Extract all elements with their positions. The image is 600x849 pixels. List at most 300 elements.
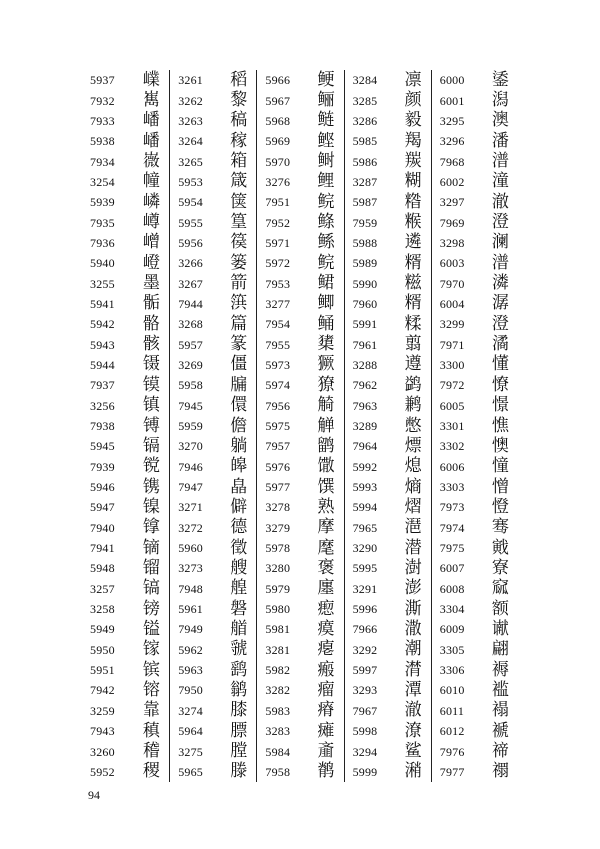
entry-number: 5998 — [352, 724, 378, 739]
table-row — [432, 741, 518, 761]
entry-number: 5977 — [265, 480, 291, 495]
entry-character: 鲤 — [317, 171, 335, 192]
entry-character: 糅 — [404, 313, 422, 334]
entry-number: 3280 — [265, 561, 291, 576]
entry-number: 5983 — [265, 703, 291, 718]
entry-number: 7966 — [352, 622, 378, 637]
entry-character: 瘫 — [317, 720, 335, 741]
entry-character: 瘛 — [317, 598, 335, 619]
entry-character: 鲫 — [317, 293, 335, 314]
entry-character: 潘 — [491, 130, 509, 151]
table-row — [82, 741, 169, 761]
entry-character: 嶟 — [142, 212, 160, 233]
table-row — [257, 619, 343, 639]
entry-number: 3276 — [265, 174, 291, 189]
entry-character: 糌 — [404, 191, 422, 212]
entry-character: 鲬 — [317, 313, 335, 334]
entry-character: 箧 — [230, 191, 248, 212]
entry-character: 馔 — [317, 476, 335, 497]
entry-character: 澌 — [404, 598, 422, 619]
entry-character: 遴 — [404, 232, 422, 253]
entry-character: 镝 — [142, 537, 160, 558]
entry-character: 滕 — [230, 761, 248, 782]
entry-number: 3283 — [265, 724, 291, 739]
entry-number: 3284 — [352, 73, 378, 88]
entry-number: 3294 — [352, 744, 378, 759]
entry-number: 5964 — [178, 724, 203, 739]
table-row — [170, 416, 256, 436]
entry-character: 憋 — [404, 415, 422, 436]
table-row — [257, 212, 343, 232]
table-row — [345, 701, 431, 721]
table-row — [82, 273, 169, 293]
entry-character: 鲦 — [317, 212, 335, 233]
table-row — [257, 396, 343, 416]
entry-number: 7959 — [352, 215, 378, 230]
entry-number: 6008 — [439, 581, 465, 596]
entry-character: 潖 — [404, 517, 422, 538]
entry-number: 7938 — [90, 419, 115, 434]
entry-number: 7962 — [352, 378, 378, 393]
table-column — [431, 70, 518, 782]
table-row — [432, 680, 518, 700]
entry-character: 艏 — [230, 618, 248, 639]
entry-number: 5954 — [178, 195, 203, 210]
entry-number: 3295 — [439, 113, 465, 128]
entry-character: 憧 — [491, 456, 509, 477]
entry-number: 7956 — [265, 398, 291, 413]
table-row — [82, 396, 169, 416]
table-row — [82, 640, 169, 660]
entry-number: 5987 — [352, 195, 378, 210]
entry-character: 翦 — [404, 334, 422, 355]
entry-character: 鲩 — [317, 252, 335, 273]
entry-character: 潮 — [404, 639, 422, 660]
table-row — [432, 396, 518, 416]
table-row — [432, 131, 518, 151]
table-row — [170, 477, 256, 497]
table-row — [432, 90, 518, 110]
entry-number: 3289 — [352, 419, 378, 434]
table-row — [257, 680, 343, 700]
entry-character: 澜 — [491, 232, 509, 253]
entry-number: 7939 — [90, 459, 115, 474]
table-row — [257, 131, 343, 151]
entry-character: 稽 — [142, 741, 160, 762]
entry-character: 稿 — [230, 110, 248, 131]
table-row — [82, 151, 169, 171]
table-row — [345, 396, 431, 416]
entry-number: 5972 — [265, 256, 291, 271]
entry-character: 稻 — [230, 69, 248, 90]
entry-character: 鋈 — [491, 69, 509, 90]
table-row — [257, 701, 343, 721]
entry-number: 7941 — [90, 541, 115, 556]
table-row — [345, 212, 431, 232]
table-row — [257, 477, 343, 497]
entry-number: 3292 — [352, 642, 378, 657]
table-row — [82, 558, 169, 578]
table-row — [345, 111, 431, 131]
entry-number: 3254 — [90, 174, 115, 189]
entry-character: 熄 — [404, 456, 422, 477]
entry-number: 5953 — [178, 174, 203, 189]
entry-character: 潜 — [404, 537, 422, 558]
entry-number: 5938 — [90, 134, 115, 149]
table-row — [432, 477, 518, 497]
table-row — [170, 599, 256, 619]
entry-number: 6005 — [439, 398, 465, 413]
entry-character: 羰 — [404, 151, 422, 172]
table-row — [82, 762, 169, 782]
entry-number: 3269 — [178, 357, 203, 372]
table-row — [432, 497, 518, 517]
entry-character: 镓 — [142, 639, 160, 660]
table-row — [170, 680, 256, 700]
entry-character: 嶶 — [142, 151, 160, 172]
entry-number: 5990 — [352, 276, 378, 291]
table-row — [432, 558, 518, 578]
entry-character: 褒 — [317, 557, 335, 578]
entry-number: 7933 — [90, 113, 115, 128]
table-row — [345, 131, 431, 151]
table-row — [257, 192, 343, 212]
entry-character: 嶫 — [142, 69, 160, 90]
entry-number: 3303 — [439, 480, 465, 495]
entry-character: 熵 — [404, 476, 422, 497]
table-row — [257, 721, 343, 741]
table-row — [82, 375, 169, 395]
entry-character: 墨 — [142, 273, 160, 294]
entry-number: 5971 — [265, 235, 291, 250]
table-row — [82, 436, 169, 456]
entry-number: 3268 — [178, 317, 203, 332]
entry-number: 6002 — [439, 174, 465, 189]
entry-character: 镒 — [142, 618, 160, 639]
entry-character: 鲧 — [317, 232, 335, 253]
entry-number: 3306 — [439, 663, 465, 678]
entry-character: 骸 — [142, 334, 160, 355]
entry-number: 5992 — [352, 459, 378, 474]
table-row — [82, 660, 169, 680]
table-row — [170, 518, 256, 538]
entry-character: 禘 — [491, 741, 509, 762]
entry-character: 熠 — [404, 496, 422, 517]
entry-number: 3301 — [439, 419, 465, 434]
entry-number: 7954 — [265, 317, 291, 332]
entry-character: 鹣 — [404, 395, 422, 416]
table-row — [257, 579, 343, 599]
entry-number: 5937 — [90, 73, 115, 88]
entry-number: 5949 — [90, 622, 115, 637]
table-row — [82, 70, 169, 90]
entry-number: 3267 — [178, 276, 203, 291]
table-row — [82, 579, 169, 599]
entry-character: 鲨 — [404, 741, 422, 762]
entry-number: 7943 — [90, 724, 115, 739]
table-row — [345, 579, 431, 599]
table-row — [257, 90, 343, 110]
entry-number: 3264 — [178, 134, 203, 149]
entry-number: 5974 — [265, 378, 291, 393]
table-row — [432, 151, 518, 171]
table-row — [345, 538, 431, 558]
entry-character: 嶓 — [142, 110, 160, 131]
table-row — [257, 518, 343, 538]
entry-character: 镕 — [142, 679, 160, 700]
entry-number: 7937 — [90, 378, 115, 393]
entry-number: 7967 — [352, 703, 378, 718]
table-row — [432, 619, 518, 639]
entry-character: 觭 — [317, 395, 335, 416]
entry-number: 7971 — [439, 337, 465, 352]
table-row — [345, 436, 431, 456]
table-row — [432, 579, 518, 599]
entry-character: 鲡 — [317, 90, 335, 111]
entry-number: 3260 — [90, 744, 115, 759]
entry-number: 6009 — [439, 622, 465, 637]
entry-number: 3296 — [439, 134, 465, 149]
entry-character: 篌 — [230, 232, 248, 253]
table-row — [170, 212, 256, 232]
entry-number: 6011 — [439, 703, 465, 718]
entry-number: 3262 — [178, 93, 203, 108]
entry-number: 7945 — [178, 398, 203, 413]
table-row — [345, 741, 431, 761]
entry-number: 5997 — [352, 663, 378, 678]
entry-number: 3300 — [439, 357, 465, 372]
table-row — [432, 436, 518, 456]
table-row — [82, 294, 169, 314]
entry-number: 3259 — [90, 703, 115, 718]
table-row — [345, 497, 431, 517]
entry-number: 5963 — [178, 663, 203, 678]
entry-number: 3304 — [439, 602, 465, 617]
entry-number: 3271 — [178, 500, 203, 515]
entry-character: 戭 — [491, 537, 509, 558]
entry-character: 褫 — [491, 720, 509, 741]
table-row — [170, 90, 256, 110]
entry-character: 澄 — [491, 313, 509, 334]
entry-character: 嶝 — [142, 252, 160, 273]
entry-number: 5943 — [90, 337, 115, 352]
table-row — [170, 619, 256, 639]
table-row — [82, 416, 169, 436]
entry-character: 瘤 — [317, 679, 335, 700]
entry-number: 5946 — [90, 480, 115, 495]
entry-character: 憎 — [491, 476, 509, 497]
table-row — [432, 538, 518, 558]
entry-number: 7951 — [265, 195, 291, 210]
entry-character: 觯 — [317, 415, 335, 436]
entry-number: 3256 — [90, 398, 115, 413]
table-row — [257, 640, 343, 660]
entry-number: 3277 — [265, 296, 291, 311]
table-row — [82, 111, 169, 131]
table-row — [257, 294, 343, 314]
entry-character: 潽 — [491, 151, 509, 172]
table-row — [82, 314, 169, 334]
entry-number: 3305 — [439, 642, 465, 657]
entry-number: 5958 — [178, 378, 203, 393]
entry-character: 憔 — [491, 415, 509, 436]
table-row — [82, 212, 169, 232]
table-row — [432, 253, 518, 273]
table-row — [257, 497, 343, 517]
entry-character: 窳 — [491, 578, 509, 599]
entry-character: 镏 — [142, 557, 160, 578]
entry-character: 镑 — [142, 598, 160, 619]
entry-number: 6006 — [439, 459, 465, 474]
table-row — [345, 192, 431, 212]
table-column — [82, 70, 169, 782]
table-row — [170, 701, 256, 721]
table-row — [257, 314, 343, 334]
entry-number: 6012 — [439, 724, 465, 739]
entry-character: 鲠 — [317, 69, 335, 90]
entry-character: 澍 — [404, 557, 422, 578]
table-row — [170, 640, 256, 660]
entry-number: 7970 — [439, 276, 465, 291]
entry-number: 3266 — [178, 256, 203, 271]
table-row — [345, 721, 431, 741]
entry-number: 3272 — [178, 520, 203, 535]
entry-character: 牖 — [230, 374, 248, 395]
entry-character: 徵 — [230, 537, 248, 558]
entry-character: 寮 — [491, 557, 509, 578]
entry-character: 齑 — [317, 741, 335, 762]
table-row — [170, 741, 256, 761]
entry-number: 5993 — [352, 480, 378, 495]
table-row — [82, 172, 169, 192]
entry-number: 3290 — [352, 541, 378, 556]
entry-number: 5945 — [90, 439, 115, 454]
entry-character: 镊 — [142, 354, 160, 375]
entry-number: 3278 — [265, 500, 291, 515]
entry-character: 獠 — [317, 374, 335, 395]
table-row — [432, 355, 518, 375]
entry-character: 遵 — [404, 354, 422, 375]
entry-number: 3287 — [352, 174, 378, 189]
entry-number: 7965 — [352, 520, 378, 535]
entry-number: 7957 — [265, 439, 291, 454]
table-row — [432, 640, 518, 660]
entry-character: 褥 — [491, 659, 509, 680]
entry-character: 鹡 — [317, 761, 335, 782]
table-row — [170, 151, 256, 171]
entry-number: 5967 — [265, 93, 291, 108]
table-row — [170, 253, 256, 273]
table-row — [82, 355, 169, 375]
entry-character: 膘 — [230, 720, 248, 741]
entry-number: 7944 — [178, 296, 203, 311]
entry-character: 颜 — [404, 90, 422, 111]
table-row — [257, 375, 343, 395]
table-row — [82, 192, 169, 212]
entry-number: 5986 — [352, 154, 378, 169]
entry-number: 5947 — [90, 500, 115, 515]
table-row — [257, 172, 343, 192]
table-row — [432, 273, 518, 293]
entry-number: 5961 — [178, 602, 203, 617]
entry-character: 懂 — [491, 354, 509, 375]
entry-character: 廛 — [317, 578, 335, 599]
entry-number: 3258 — [90, 602, 115, 617]
entry-character: 凛 — [404, 69, 422, 90]
entry-character: 镋 — [142, 456, 160, 477]
entry-number: 5942 — [90, 317, 115, 332]
entry-number: 5976 — [265, 459, 291, 474]
entry-number: 5952 — [90, 764, 115, 779]
entry-character: 篊 — [230, 293, 248, 314]
table-row — [82, 253, 169, 273]
table-row — [345, 640, 431, 660]
entry-number: 3291 — [352, 581, 378, 596]
entry-character: 嶙 — [142, 191, 160, 212]
table-row — [257, 762, 343, 782]
entry-character: 禤 — [491, 761, 509, 782]
entry-number: 7950 — [178, 683, 203, 698]
entry-character: 熟 — [317, 496, 335, 517]
entry-number: 7972 — [439, 378, 465, 393]
entry-character: 膝 — [230, 700, 248, 721]
table-row — [345, 660, 431, 680]
entry-number: 5995 — [352, 561, 378, 576]
table-row — [170, 396, 256, 416]
table-row — [345, 314, 431, 334]
table-row — [432, 314, 518, 334]
entry-character: 镇 — [142, 395, 160, 416]
table-row — [432, 192, 518, 212]
entry-character: 镎 — [142, 517, 160, 538]
entry-character: 澈 — [404, 700, 422, 721]
entry-number: 3270 — [178, 439, 203, 454]
table-row — [432, 111, 518, 131]
table-row — [82, 518, 169, 538]
entry-character: 瘠 — [317, 700, 335, 721]
table-row — [170, 538, 256, 558]
entry-character: 嶒 — [142, 232, 160, 253]
entry-number: 5996 — [352, 602, 378, 617]
entry-character: 箴 — [230, 171, 248, 192]
table-row — [345, 762, 431, 782]
table-row — [345, 334, 431, 354]
entry-number: 7955 — [265, 337, 291, 352]
entry-number: 5940 — [90, 256, 115, 271]
entry-character: 橥 — [317, 334, 335, 355]
entry-number: 5984 — [265, 744, 291, 759]
entry-character: 澈 — [491, 191, 509, 212]
table-row — [432, 660, 518, 680]
entry-character: 憕 — [491, 496, 509, 517]
table-row — [170, 497, 256, 517]
table-column — [256, 70, 343, 782]
entry-character: 鲣 — [317, 130, 335, 151]
entry-number: 3285 — [352, 93, 378, 108]
entry-number: 5948 — [90, 561, 115, 576]
entry-character: 鹢 — [404, 374, 422, 395]
entry-character: 镈 — [142, 415, 160, 436]
table-row — [345, 599, 431, 619]
entry-number: 3302 — [439, 439, 465, 454]
table-row — [170, 131, 256, 151]
entry-character: 潭 — [404, 679, 422, 700]
entry-character: 潼 — [491, 171, 509, 192]
entry-number: 5988 — [352, 235, 378, 250]
entry-number: 7977 — [439, 764, 465, 779]
entry-character: 靠 — [142, 700, 160, 721]
table-column — [344, 70, 431, 782]
